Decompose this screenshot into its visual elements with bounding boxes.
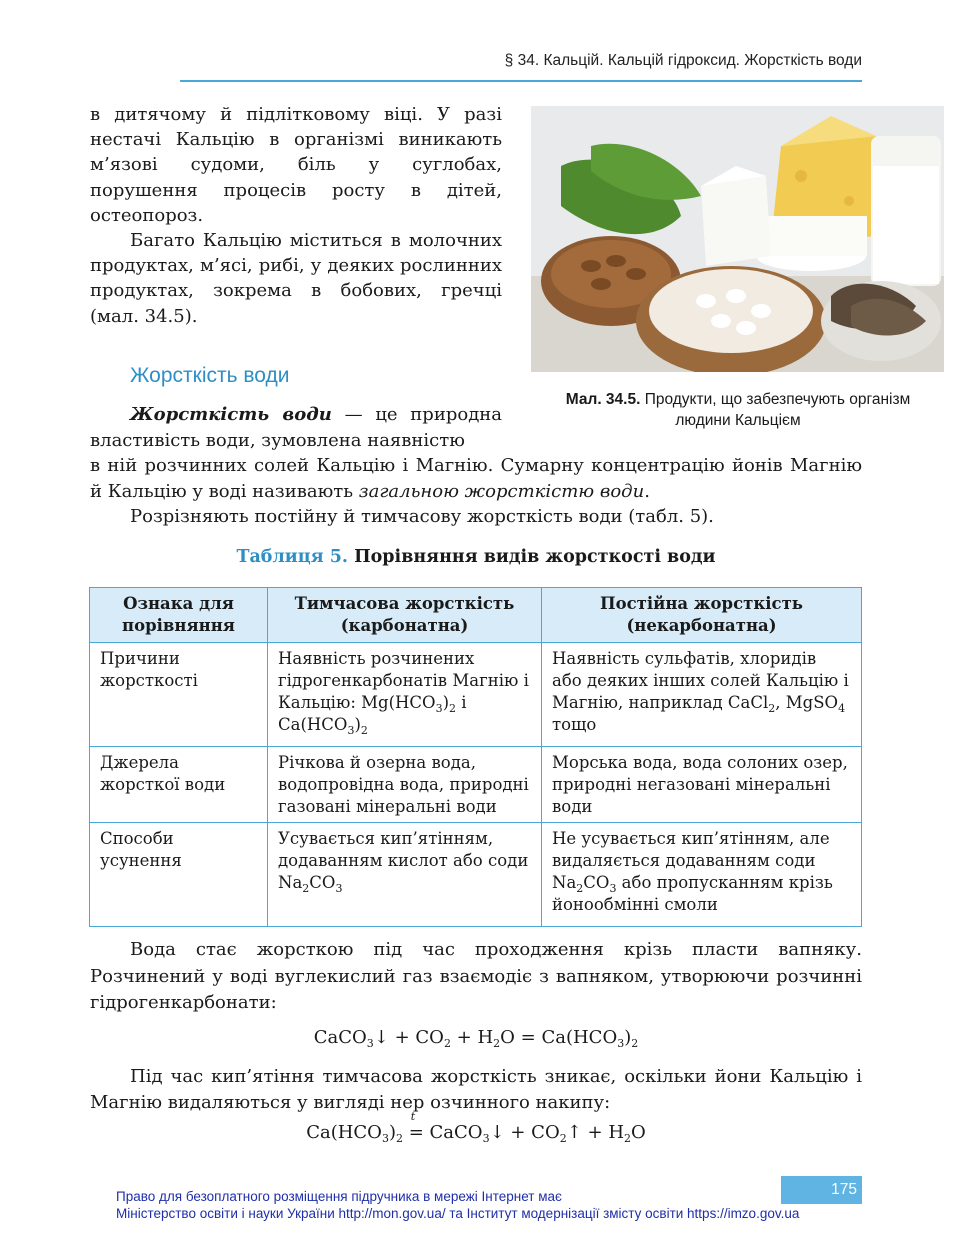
comparison-table xyxy=(89,587,862,927)
boiling-paragraph: Під час кип’ятіння тимчасова жорсткість зникає, оскільки йони Кальцію і Магнію видаляються у вигляді нер озчинного накипу: xyxy=(90,1066,862,1113)
table-row xyxy=(90,643,862,747)
food-illustration xyxy=(531,106,944,372)
temporary-cell: Наявність розчинених гідрогенкарбонатів Магнію і Кальцію: $Mg(HCO_3)_2$ і $Ca(HCO_3)_2$ xyxy=(268,643,542,747)
table-header-row xyxy=(90,588,862,643)
header-temporary: Тимчасова жорсткість (карбонатна) xyxy=(268,588,542,643)
row-label: Причини жорсткості xyxy=(90,643,268,747)
equation-boiling: $Ca(HCO_3)_2$ t = CaCO$_3$↓ + $CO_2↑ + H_2O$ xyxy=(306,1110,646,1145)
paragraph-sources: Багато Кальцію міститься в молочних продуктах, м’ясі, рибі, у деяких рослинних продуктах, зокрема в бобових, гречці (мал. 34.5). xyxy=(90,230,502,327)
permanent-cell: Морська вода, вода солоних озер, природні негазовані мінеральні води xyxy=(542,747,862,823)
temporary-cell: Річкова й озерна вода, водопровідна вода, природні газовані мінеральні води xyxy=(268,747,542,823)
limestone-paragraph: Вода стає жорсткою під час проходження крізь пласти вапняку. Розчинений у воді вуглекислий газ взаємодіє з вапняком, утворюючи розчинні гідрогенкарбонати: xyxy=(90,939,862,1013)
page-number: 175 xyxy=(831,1181,857,1198)
table-row xyxy=(90,747,862,823)
table-title-text: Порівняння видів жорсткості води xyxy=(354,547,716,567)
definition-continued xyxy=(90,453,862,504)
calcium-foods-photo xyxy=(531,106,944,372)
definition-term: Жорсткість води xyxy=(130,404,332,425)
table-title xyxy=(90,547,862,567)
paragraph-types: Розрізняють постійну й тимчасову жорсткість води (табл. 5). xyxy=(130,506,714,528)
section-title: Жорсткість води xyxy=(130,364,290,387)
equation-carbonate-dissolution: CaCO$_3$↓ + $CO_2 + H_2O = Ca(HCO_3)_2$ xyxy=(313,1027,639,1050)
table-row xyxy=(90,823,862,927)
temperature-mark: t xyxy=(410,1110,416,1123)
row-label: Джерела жорсткої води xyxy=(90,747,268,823)
definition-end: . xyxy=(644,480,650,502)
temporary-cell: Усувається кип’ятінням, додаванням кислот або соди $Na_2CO_3$ xyxy=(268,823,542,927)
header-permanent: Постійна жорсткість (некарбонатна) xyxy=(542,588,862,643)
paragraph-deficiency: в дитячому й підлітковому віці. У разі нестачі Кальцію в організмі виникають м’язові судоми, біль у суглобах, порушення процесів росту в дітей, остеопороз. xyxy=(90,104,502,226)
caption-text: Продукти, що забезпечують організм людини Кальцієм xyxy=(644,391,911,429)
permanent-cell: Наявність сульфатів, хлоридів або деяких інших солей Кальцію і Магнію, наприклад CaCl$_2$, MgSO$_4$ тощо xyxy=(542,643,862,747)
permanent-cell: Не усувається кип’ятінням, але видаляється додаванням соди $Na_2CO_3$ або пропусканням крізь йонообмінні смоли xyxy=(542,823,862,927)
caption-label: Мал. 34.5. xyxy=(565,391,641,408)
definition-rest1: — це природна властивість води, зумовлена наявністю xyxy=(90,404,502,451)
left-column xyxy=(90,102,502,329)
definition-block xyxy=(90,402,862,530)
definition-line xyxy=(90,402,502,453)
footer-line1: Право для безоплатного розміщення підручника в мережі Інтернет має xyxy=(116,1189,562,1204)
header-rule xyxy=(180,80,862,82)
definition-term2: загальною жорсткістю води xyxy=(358,480,645,502)
running-header: § 34. Кальцій. Кальцій гідроксид. Жорсткість води xyxy=(504,52,862,69)
license-footer xyxy=(116,1188,876,1222)
row-label: Способи усунення xyxy=(90,823,268,927)
header-feature: Ознака для порівняння xyxy=(90,588,268,643)
table-number: Таблиця 5. xyxy=(236,547,349,567)
definition-rest2: в ній розчинних солей Кальцію і Магнію. Сумарну концентрацію йонів Магнію й Кальцію у воді називають xyxy=(90,455,862,502)
footer-line2: Міністерство освіти і науки України http://mon.gov.ua/ та Інститут модернізації змісту освіти https://imzo.gov.ua xyxy=(116,1206,800,1221)
